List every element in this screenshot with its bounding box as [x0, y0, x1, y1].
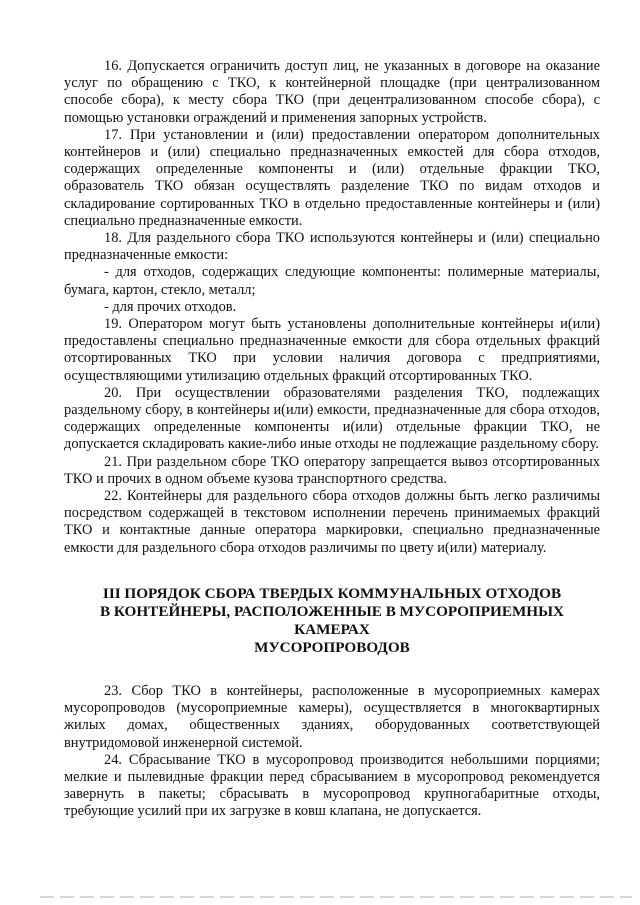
document-body [64, 58, 600, 821]
paragraph-22: 22. Контейнеры для раздельного сбора отходов должны быть легко различимы посредством содержащей в текстовом исполнении перечень принимаемых фракций ТКО и контактные данные оператора маркировки, специально предназначенные емкости для раздельного сбора отходов различимы по цвету и(или) материалу. [64, 488, 600, 556]
paragraph-19: 19. Оператором могут быть установлены дополнительные контейнеры и(или) предоставлены специально предназначенные емкости для сбора отдельных фракций отсортированных ТКО при условии наличия договора с предприятиями, осуществляющими утилизацию отдельных фракций отсортированных ТКО. [64, 316, 600, 384]
paragraph-16: 16. Допускается ограничить доступ лиц, не указанных в договоре на оказание услуг по обращению с ТКО, к контейнерной площадке (при централизованном способе сбора), к месту сбора ТКО (при децентрализованном способе сбора), с помощью установки ограждений и применения запорных устройств. [64, 58, 600, 126]
paragraph-20: 20. При осуществлении образователями разделения ТКО, подлежащих раздельному сбору, в контейнеры и(или) емкости, предназначенные для сбора отходов, содержащих определенные компоненты и(или) отдельные фракции ТКО, не допускается складировать какие-либо иные отходы не подлежащие раздельному сбору. [64, 384, 600, 453]
section-heading-line-2: В КОНТЕЙНЕРЫ, РАСПОЛОЖЕННЫЕ В МУСОРОПРИЕМНЫХ КАМЕРАХ [100, 602, 564, 638]
paragraph-23: 23. Сбор ТКО в контейнеры, расположенные в мусороприемных камерах мусоропроводов (мусороприемные камеры), осуществляется в многоквартирных жилых домах, общественных зданиях, оборудованных соответствующей внутридомовой инженерной системой. [64, 682, 600, 751]
section-heading [64, 585, 600, 657]
paragraph-21: 21. При раздельном сборе ТКО оператору запрещается вывоз отсортированных ТКО и прочих в одном объеме кузова транспортного средства. [64, 453, 600, 487]
paragraph-17: 17. При установлении и (или) предоставлении оператором дополнительных контейнеров и (или) специально предназначенных емкостей для сбора отходов, содержащих определенные компоненты и (или) отдельные фракции ТКО, образователь ТКО обязан осуществлять разделение ТКО по видам отходов и складирование сортированных ТКО в отдельно предоставленные контейнеры и (или) специально предназначенные емкости. [64, 126, 600, 229]
paragraph-24: 24. Сбрасывание ТКО в мусоропровод производится небольшими порциями; мелкие и пылевидные фракции перед сбрасыванием в мусоропровод рекомендуется завернуть в пакеты; сбрасывать в мусоропровод крупногабаритные отходы, требующие усилий при их загрузке в ковш клапана, не допускается. [64, 751, 600, 820]
section-heading-line-3: МУСОРОПРОВОДОВ [254, 638, 410, 656]
list-item-polymer: - для отходов, содержащих следующие компоненты: полимерные материалы, бумага, картон, стекло, металл; [64, 264, 600, 298]
list-item-other: - для прочих отходов. [104, 298, 237, 315]
paragraph-18: 18. Для раздельного сбора ТКО используются контейнеры и (или) специально предназначенные емкости: [64, 230, 600, 264]
section-heading-line-1: III ПОРЯДОК СБОРА ТВЕРДЫХ КОММУНАЛЬНЫХ ОТХОДОВ [102, 584, 562, 602]
scan-artifact-line [40, 896, 632, 898]
